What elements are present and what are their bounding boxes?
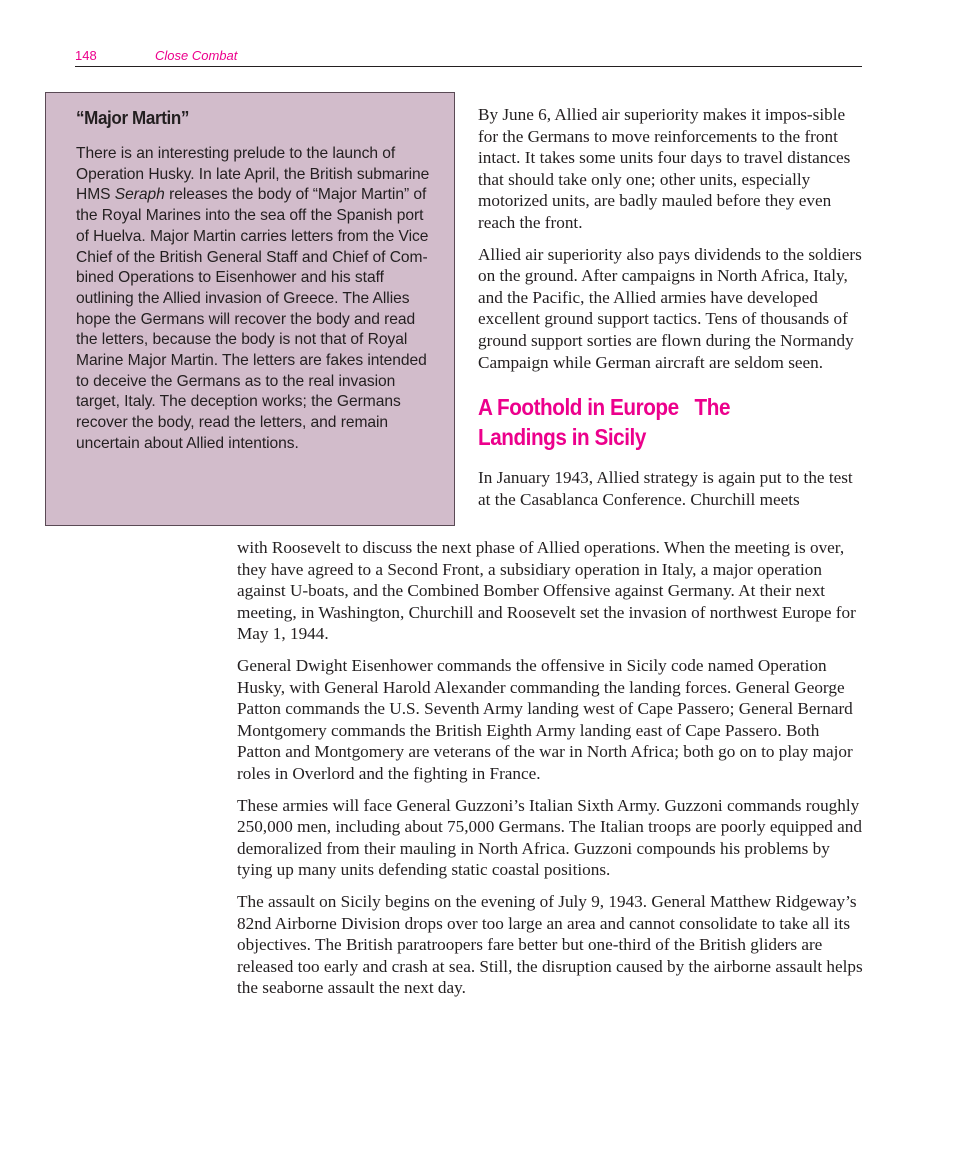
sidebar-body-part2: releases the body of “Major Martin” of the Royal Marines into the sea off the Spanish port of Huelva. Major Martin carries letters from the Vice Chief of the British General Staff and Chief of Com-bined Operations to Eisenhower and his staff outlining the Allied invasion of Greece. The Allies hope the Germans will recover the body and read the letters, because the body is not that of Royal Marine Major Martin. The letters are fakes intended to deceive the Germans as to the real invasion target, Italy. The deception works; the Germans recover the body, read the letters, and remain uncertain about Allied intentions.	[76, 186, 429, 452]
paragraph-assault-on-sicily: The assault on Sicily begins on the evening of July 9, 1943. General Matthew Ridgeway’s 82nd Airborne Division drops over too large an area and cannot consolidate to take all its objectives. The British paratroopers fare better but one-third of the British gliders are released too early and crash at sea. Still, the disruption caused by the airborne assault helps the seaborne assault the next day.	[237, 891, 863, 998]
paragraph-casablanca-start: In January 1943, Allied strategy is again put to the test at the Casablanca Conference. Churchill meets	[478, 468, 853, 509]
wide-column	[237, 537, 865, 1009]
sidebar-title: “Major Martin”	[76, 107, 190, 128]
section-heading-line1: A Foothold in Europe The	[478, 394, 731, 421]
paragraph-air-superiority: By June 6, Allied air superiority makes it impos-sible for the Germans to move reinforcements to the front intact. It takes some units four days to travel distances that should take only one; other units, especially motorized units, are badly mauled before they even reach the front.	[478, 105, 851, 232]
sidebar-body-italic: Seraph	[114, 186, 165, 204]
section-heading-line2: Landings in Sicily	[478, 424, 646, 451]
sidebar-box	[45, 92, 455, 526]
right-column	[478, 104, 866, 510]
page-number: 148	[75, 48, 97, 63]
paragraph-italian-sixth-army: These armies will face General Guzzoni’s Italian Sixth Army. Guzzoni commands roughly 250,000 men, including about 75,000 Germans. The Italian troops are poorly equipped and demoralized from their mauling in North Africa. Guzzoni compounds his problems by tying up many units defending static coastal positions.	[237, 795, 862, 880]
page-header	[75, 47, 862, 67]
paragraph-ground-support: Allied air superiority also pays dividends to the soldiers on the ground. After campaigns in North Africa, Italy, and the Pacific, the Allied armies have developed excellent ground support tactics. Tens of thousands of ground support sorties are flown during the Normandy Campaign while German aircraft are seldom seen.	[478, 244, 862, 372]
paragraph-casablanca-continued: with Roosevelt to discuss the next phase of Allied operations. When the meeting is over, they have agreed to a Second Front, a subsidiary operation in Italy, a major operation against U-boats, and the Combined Bomber Offensive against Germany. At their next meeting, in Washington, Churchill and Roosevelt set the invasion of northwest Europe for May 1, 1944.	[237, 538, 856, 644]
paragraph-operation-husky: General Dwight Eisenhower commands the offensive in Sicily code named Operation Husky, with General Harold Alexander commanding the landing forces. General George Patton commands the U.S. Seventh Army landing west of Cape Passero; General Bernard Montgomery commands the British Eighth Army landing east of Cape Passero. Both Patton and Montgomery are veterans of the war in North Africa; both go on to play major roles in Overlord and the fighting in France.	[237, 655, 853, 783]
section-heading	[478, 392, 827, 452]
running-title: Close Combat	[155, 48, 238, 63]
sidebar-body-part1: There is an interesting prelude to the launch of Operation Husky. In late April, the British submarine HMS	[76, 145, 430, 204]
sidebar-body	[76, 144, 434, 455]
